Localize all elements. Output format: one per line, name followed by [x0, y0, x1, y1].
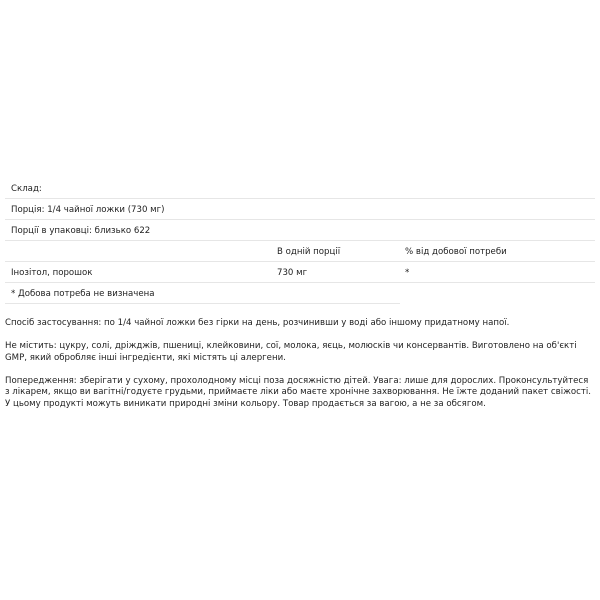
header-daily-value: % від добової потреби [405, 247, 507, 257]
ingredient-name: Інозітол, порошок [11, 268, 93, 278]
product-info-text [5, 318, 595, 422]
ingredient-daily-value: * [405, 268, 410, 278]
servings-per-container-text: Порції в упаковці: близько 622 [11, 226, 151, 236]
composition-label: Склад: [11, 184, 42, 194]
usage-paragraph: Спосіб застосування: по 1/4 чайної ложки без гірки на день, розчинивши у воді або іншому придатному напої. [5, 318, 510, 328]
serving-size-row [5, 199, 595, 220]
ingredient-amount: 730 мг [277, 268, 308, 278]
serving-size-text: Порція: 1/4 чайної ложки (730 мг) [11, 205, 165, 215]
free-from-paragraph: Не містить: цукру, солі, дріжджів, пшениці, клейковини, сої, молока, яєць, молюсків чи консервантів. Виготовлено на об'єкті GMP, який обробляє інші інгредієнти, які містять ці алергени. [5, 341, 577, 363]
warning-paragraph: Попередження: зберігати у сухому, прохолодному місці поза досяжністю дітей. Увага: лише для дорослих. Проконсультуйтеся з лікарем, якщо ви вагітні/годуєте грудьми, приймаєте ліки або маєте хронічне захворювання. Не їжте доданий пакет свіжості. У цьому продукті можуть виникати природні зміни кольору. Товар продається за вагою, а не за обсягом. [5, 375, 591, 409]
composition-row [5, 178, 595, 199]
footnote-row [5, 283, 400, 304]
supplement-facts-table [5, 178, 595, 304]
header-per-serving: В одній порції [277, 247, 341, 257]
footnote-text: * Добова потреба не визначена [11, 289, 155, 299]
servings-per-container-row [5, 220, 595, 241]
table-row [5, 262, 595, 283]
table-header-row [5, 241, 595, 262]
